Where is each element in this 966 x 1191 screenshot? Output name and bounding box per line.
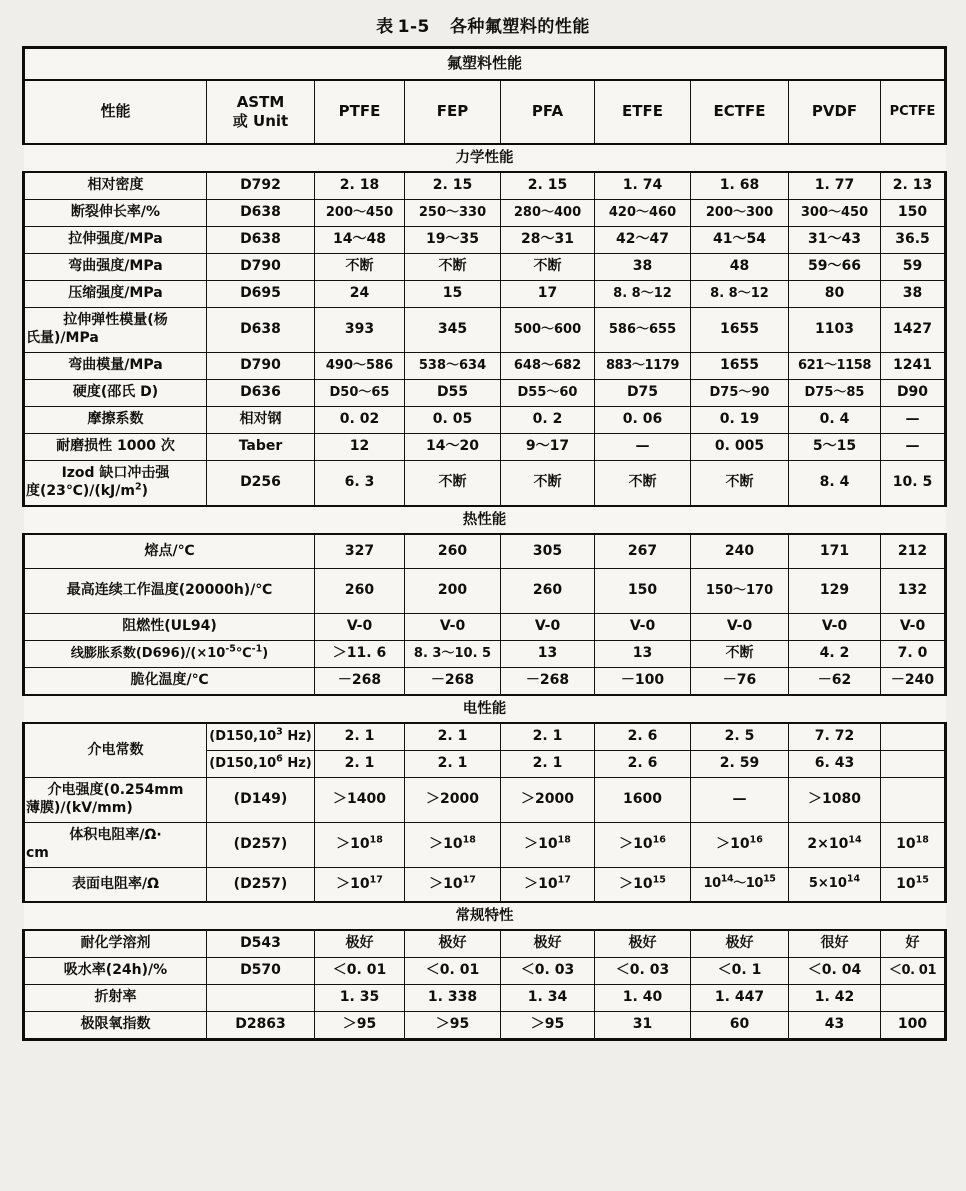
cell-fep: 不断 — [405, 461, 501, 507]
header-astm-line2: 或 Unit — [232, 112, 289, 130]
cell-ptfe: D50～65 — [315, 380, 405, 407]
cell-pvdf: 43 — [789, 1012, 881, 1040]
cell-pctfe: 36.5 — [881, 227, 946, 254]
table-row — [24, 823, 946, 868]
cell-ectfe: 60 — [691, 1012, 789, 1040]
cell-pctfe: 7. 0 — [881, 641, 946, 668]
row-astm: D636 — [207, 380, 315, 407]
cell-ectfe: 2. 59 — [691, 751, 789, 778]
cell-fep: －268 — [405, 668, 501, 696]
row-property — [24, 308, 207, 353]
cell-pvdf: 1103 — [789, 308, 881, 353]
cell-ptfe: ＞95 — [315, 1012, 405, 1040]
cell-fep: ＜0. 01 — [405, 958, 501, 985]
table-row — [24, 641, 946, 668]
cell-etfe: $>10^{16}$ — [595, 823, 691, 868]
cell-pfa: ＜0. 03 — [501, 958, 595, 985]
cell-etfe: 1600 — [595, 778, 691, 823]
table-title-prefix: 表 — [376, 17, 394, 37]
cell-ectfe: 1. 447 — [691, 985, 789, 1012]
row-property: 吸水率(24h)/% — [24, 958, 207, 985]
row-property: 极限氧指数 — [24, 1012, 207, 1040]
cell-pvdf: 129 — [789, 569, 881, 614]
cell-etfe: 883～1179 — [595, 353, 691, 380]
fluoroplastics-properties-table — [22, 46, 947, 1041]
cell-etfe: — — [595, 434, 691, 461]
cell-ptfe: 12 — [315, 434, 405, 461]
row-astm — [207, 985, 315, 1012]
cell-etfe: 420～460 — [595, 200, 691, 227]
cell-etfe: 42～47 — [595, 227, 691, 254]
cell-etfe: 0. 06 — [595, 407, 691, 434]
section-header-general — [24, 902, 946, 930]
cell-pctfe: $10^{15}$ — [881, 868, 946, 903]
header-property: 性能 — [24, 80, 207, 144]
table-row — [24, 569, 946, 614]
cell-etfe: D75 — [595, 380, 691, 407]
cell-etfe: 150 — [595, 569, 691, 614]
row-property: 拉伸强度/MPa — [24, 227, 207, 254]
row-property — [24, 823, 207, 868]
cell-fep: D55 — [405, 380, 501, 407]
cell-pfa: 9～17 — [501, 434, 595, 461]
row-astm: D638 — [207, 200, 315, 227]
cell-fep: 15 — [405, 281, 501, 308]
cell-ectfe: 240 — [691, 534, 789, 569]
table-title-text: 各种氟塑料的性能 — [449, 17, 590, 37]
cell-ectfe: 2. 5 — [691, 723, 789, 751]
cell-ectfe: 1. 68 — [691, 172, 789, 200]
table-row — [24, 461, 946, 507]
cell-etfe: 2. 6 — [595, 723, 691, 751]
cell-pctfe — [881, 723, 946, 751]
row-astm: (D257) — [207, 868, 315, 903]
cell-fep: 14～20 — [405, 434, 501, 461]
cell-pvdf: －62 — [789, 668, 881, 696]
cell-ptfe: 0. 02 — [315, 407, 405, 434]
row-property-line1: 体积电阻率/Ω· — [69, 827, 162, 844]
cell-pvdf: 300～450 — [789, 200, 881, 227]
cell-ectfe: — — [691, 778, 789, 823]
cell-pfa: ＞95 — [501, 1012, 595, 1040]
row-property: 弯曲模量/MPa — [24, 353, 207, 380]
row-astm: D792 — [207, 172, 315, 200]
cell-ptfe: ＞1400 — [315, 778, 405, 823]
cell-ptfe: 24 — [315, 281, 405, 308]
table-row — [24, 172, 946, 200]
table-row — [24, 668, 946, 696]
cell-pvdf: 1. 42 — [789, 985, 881, 1012]
section-label: 电性能 — [24, 695, 946, 723]
table-row — [24, 1012, 946, 1040]
cell-pfa: 极好 — [501, 930, 595, 958]
row-property-line1: 介电强度(0.254mm — [47, 782, 184, 799]
row-property: 表面电阻率/Ω — [24, 868, 207, 903]
cell-pctfe: 好 — [881, 930, 946, 958]
row-astm: 相对钢 — [207, 407, 315, 434]
table-row — [24, 614, 946, 641]
table-row — [24, 380, 946, 407]
cell-pfa: 28～31 — [501, 227, 595, 254]
cell-pfa: 不断 — [501, 254, 595, 281]
cell-fep: 200 — [405, 569, 501, 614]
cell-fep: 不断 — [405, 254, 501, 281]
cell-etfe: 13 — [595, 641, 691, 668]
cell-etfe: 267 — [595, 534, 691, 569]
cell-pvdf: 8. 4 — [789, 461, 881, 507]
cell-ectfe: $>10^{16}$ — [691, 823, 789, 868]
cell-pfa: D55～60 — [501, 380, 595, 407]
cell-pvdf: D75～85 — [789, 380, 881, 407]
row-property — [24, 461, 207, 507]
cell-pvdf: ＞1080 — [789, 778, 881, 823]
cell-pctfe — [881, 985, 946, 1012]
section-header-electrical — [24, 695, 946, 723]
cell-pvdf: $2\times 10^{14}$ — [789, 823, 881, 868]
cell-etfe: V-0 — [595, 614, 691, 641]
row-property-line2: 氏量)/MPa — [26, 330, 99, 346]
cell-pfa: 2. 15 — [501, 172, 595, 200]
cell-fep: 2. 1 — [405, 723, 501, 751]
row-property: 断裂伸长率/% — [24, 200, 207, 227]
header-row — [24, 80, 946, 144]
cell-ptfe: 极好 — [315, 930, 405, 958]
cell-ptfe: 1. 35 — [315, 985, 405, 1012]
cell-pfa: 648～682 — [501, 353, 595, 380]
cell-pfa: 280～400 — [501, 200, 595, 227]
table-row — [24, 434, 946, 461]
cell-pvdf: ＜0. 04 — [789, 958, 881, 985]
row-astm: (D150,10$^6$ Hz) — [207, 751, 315, 778]
table-row — [24, 281, 946, 308]
cell-ectfe: 不断 — [691, 461, 789, 507]
header-material-ectfe: ECTFE — [691, 80, 789, 144]
table-row — [24, 353, 946, 380]
cell-fep: 538～634 — [405, 353, 501, 380]
row-property: 压缩强度/MPa — [24, 281, 207, 308]
row-property: 线膨胀系数$(D696)/(\times 10^{-5}℃^{-1})$ — [24, 641, 315, 668]
cell-ptfe: V-0 — [315, 614, 405, 641]
header-material-etfe: ETFE — [595, 80, 691, 144]
cell-pfa: 305 — [501, 534, 595, 569]
row-property-line1: Izod 缺口冲击强 — [61, 465, 170, 482]
cell-pctfe — [881, 778, 946, 823]
cell-pctfe: 38 — [881, 281, 946, 308]
cell-pfa: 1. 34 — [501, 985, 595, 1012]
row-property: 相对密度 — [24, 172, 207, 200]
cell-fep: 2. 15 — [405, 172, 501, 200]
cell-pfa: ＞2000 — [501, 778, 595, 823]
cell-pctfe: — — [881, 434, 946, 461]
row-property: 耐磨损性 1000 次 — [24, 434, 207, 461]
cell-pctfe: ＜0. 01 — [881, 958, 946, 985]
table-row — [24, 254, 946, 281]
cell-ectfe: 41～54 — [691, 227, 789, 254]
cell-ptfe: 2. 1 — [315, 723, 405, 751]
row-astm: (D257) — [207, 823, 315, 868]
row-property: 脆化温度/℃ — [24, 668, 315, 696]
cell-ectfe: 1655 — [691, 308, 789, 353]
cell-pfa: 500～600 — [501, 308, 595, 353]
table-row — [24, 958, 946, 985]
row-property — [24, 778, 207, 823]
cell-pvdf: 4. 2 — [789, 641, 881, 668]
cell-etfe: ＜0. 03 — [595, 958, 691, 985]
cell-pfa: 2. 1 — [501, 751, 595, 778]
cell-pvdf: 31～43 — [789, 227, 881, 254]
header-astm-line1: ASTM — [236, 92, 285, 111]
cell-pctfe: — — [881, 407, 946, 434]
cell-pctfe: 150 — [881, 200, 946, 227]
row-astm: D790 — [207, 353, 315, 380]
banner-row — [24, 48, 946, 81]
cell-etfe: －100 — [595, 668, 691, 696]
cell-fep: 2. 1 — [405, 751, 501, 778]
cell-pfa: $>10^{18}$ — [501, 823, 595, 868]
cell-pctfe: －240 — [881, 668, 946, 696]
cell-etfe: 1. 74 — [595, 172, 691, 200]
cell-fep: 250～330 — [405, 200, 501, 227]
cell-etfe: 不断 — [595, 461, 691, 507]
cell-fep: ＞95 — [405, 1012, 501, 1040]
cell-ptfe: 14～48 — [315, 227, 405, 254]
cell-pvdf: 很好 — [789, 930, 881, 958]
cell-ectfe: 150～170 — [691, 569, 789, 614]
row-astm: D638 — [207, 227, 315, 254]
row-property-line1: 拉伸弹性模量(杨 — [63, 312, 168, 329]
row-property: 折射率 — [24, 985, 207, 1012]
cell-pctfe: 10. 5 — [881, 461, 946, 507]
row-property: 弯曲强度/MPa — [24, 254, 207, 281]
table-row — [24, 778, 946, 823]
cell-fep: 260 — [405, 534, 501, 569]
cell-pctfe: $10^{18}$ — [881, 823, 946, 868]
cell-ptfe: 不断 — [315, 254, 405, 281]
header-material-pfa: PFA — [501, 80, 595, 144]
cell-etfe: 2. 6 — [595, 751, 691, 778]
cell-pctfe: D90 — [881, 380, 946, 407]
header-material-pvdf: PVDF — [789, 80, 881, 144]
cell-fep: 19～35 — [405, 227, 501, 254]
row-property-line2: 薄膜)/(kV/mm) — [26, 800, 133, 816]
cell-pfa: 2. 1 — [501, 723, 595, 751]
cell-pctfe: 59 — [881, 254, 946, 281]
cell-ptfe: 2. 18 — [315, 172, 405, 200]
cell-ptfe: $>10^{17}$ — [315, 868, 405, 903]
row-astm: D695 — [207, 281, 315, 308]
header-material-pctfe: PCTFE — [881, 80, 946, 144]
cell-pfa: 0. 2 — [501, 407, 595, 434]
table-row — [24, 723, 946, 751]
row-astm: Taber — [207, 434, 315, 461]
row-astm: D638 — [207, 308, 315, 353]
row-astm: (D150,10$^3$ Hz) — [207, 723, 315, 751]
row-astm: D256 — [207, 461, 315, 507]
cell-ectfe: 0. 19 — [691, 407, 789, 434]
header-astm — [207, 80, 315, 144]
cell-fep: ＞2000 — [405, 778, 501, 823]
table-row — [24, 308, 946, 353]
row-property: 耐化学溶剂 — [24, 930, 207, 958]
cell-etfe: 38 — [595, 254, 691, 281]
cell-pvdf: 6. 43 — [789, 751, 881, 778]
section-label: 常规特性 — [24, 902, 946, 930]
cell-fep: $>10^{18}$ — [405, 823, 501, 868]
table-title — [22, 0, 944, 46]
table-row — [24, 227, 946, 254]
table-row — [24, 200, 946, 227]
cell-ectfe: 200～300 — [691, 200, 789, 227]
cell-etfe: 8. 8～12 — [595, 281, 691, 308]
cell-pctfe: 1427 — [881, 308, 946, 353]
cell-ptfe: ＜0. 01 — [315, 958, 405, 985]
cell-ectfe: $10^{14}\sim 10^{15}$ — [691, 868, 789, 903]
row-astm: (D149) — [207, 778, 315, 823]
section-label: 热性能 — [24, 506, 946, 534]
cell-ectfe: 不断 — [691, 641, 789, 668]
cell-etfe: 586～655 — [595, 308, 691, 353]
row-astm: D790 — [207, 254, 315, 281]
cell-pvdf: 621～1158 — [789, 353, 881, 380]
cell-pvdf: V-0 — [789, 614, 881, 641]
cell-ptfe: 327 — [315, 534, 405, 569]
section-header-thermal — [24, 506, 946, 534]
section-header-mechanical — [24, 144, 946, 172]
cell-ptfe: －268 — [315, 668, 405, 696]
header-material-fep: FEP — [405, 80, 501, 144]
cell-ptfe: 393 — [315, 308, 405, 353]
row-property: 阻燃性(UL94) — [24, 614, 315, 641]
cell-ectfe: V-0 — [691, 614, 789, 641]
banner-cell: 氟塑料性能 — [24, 48, 946, 81]
table-row — [24, 868, 946, 903]
cell-pfa: 13 — [501, 641, 595, 668]
cell-ectfe: －76 — [691, 668, 789, 696]
cell-fep: 极好 — [405, 930, 501, 958]
table-row — [24, 930, 946, 958]
cell-ectfe: 0. 005 — [691, 434, 789, 461]
cell-ptfe: 200～450 — [315, 200, 405, 227]
cell-pctfe: 212 — [881, 534, 946, 569]
cell-ectfe: 极好 — [691, 930, 789, 958]
cell-pvdf: 59～66 — [789, 254, 881, 281]
cell-pctfe: 2. 13 — [881, 172, 946, 200]
cell-pfa: $>10^{17}$ — [501, 868, 595, 903]
row-property: 介电常数 — [24, 723, 207, 778]
cell-etfe: 1. 40 — [595, 985, 691, 1012]
cell-ptfe: 490～586 — [315, 353, 405, 380]
cell-fep: 1. 338 — [405, 985, 501, 1012]
cell-ectfe: D75～90 — [691, 380, 789, 407]
cell-ptfe: 260 — [315, 569, 405, 614]
cell-pctfe: 100 — [881, 1012, 946, 1040]
cell-pfa: 260 — [501, 569, 595, 614]
cell-etfe: $>10^{15}$ — [595, 868, 691, 903]
row-astm: D570 — [207, 958, 315, 985]
section-label: 力学性能 — [24, 144, 946, 172]
cell-ectfe: 8. 8～12 — [691, 281, 789, 308]
row-property: 硬度(邵氏 D) — [24, 380, 207, 407]
cell-pfa: 17 — [501, 281, 595, 308]
cell-pvdf: 1. 77 — [789, 172, 881, 200]
cell-pctfe — [881, 751, 946, 778]
row-property: 熔点/℃ — [24, 534, 315, 569]
header-material-ptfe: PTFE — [315, 80, 405, 144]
cell-pvdf: 171 — [789, 534, 881, 569]
cell-ptfe: 2. 1 — [315, 751, 405, 778]
row-astm: D2863 — [207, 1012, 315, 1040]
cell-etfe: 极好 — [595, 930, 691, 958]
row-property-line2: 度$(23℃)/(kJ/m^2)$ — [26, 481, 148, 499]
table-row — [24, 985, 946, 1012]
cell-pvdf: 5～15 — [789, 434, 881, 461]
cell-pvdf: 0. 4 — [789, 407, 881, 434]
cell-ectfe: ＜0. 1 — [691, 958, 789, 985]
cell-fep: 8. 3～10. 5 — [405, 641, 501, 668]
cell-pvdf: 7. 72 — [789, 723, 881, 751]
cell-pctfe: V-0 — [881, 614, 946, 641]
cell-pvdf: 80 — [789, 281, 881, 308]
cell-pfa: 不断 — [501, 461, 595, 507]
cell-ectfe: 1655 — [691, 353, 789, 380]
table-title-number: 1-5 — [397, 17, 430, 37]
table-row — [24, 407, 946, 434]
cell-pfa: V-0 — [501, 614, 595, 641]
cell-ptfe: $>10^{18}$ — [315, 823, 405, 868]
cell-ectfe: 48 — [691, 254, 789, 281]
cell-fep: V-0 — [405, 614, 501, 641]
cell-etfe: 31 — [595, 1012, 691, 1040]
row-property: 最高连续工作温度(20000h)/℃ — [24, 569, 315, 614]
row-property-line2: cm — [26, 845, 49, 861]
table-row — [24, 534, 946, 569]
cell-fep: $>10^{17}$ — [405, 868, 501, 903]
row-property: 摩擦系数 — [24, 407, 207, 434]
table-body — [24, 48, 946, 1040]
cell-ptfe: 6. 3 — [315, 461, 405, 507]
cell-fep: 345 — [405, 308, 501, 353]
row-astm: D543 — [207, 930, 315, 958]
cell-pfa: －268 — [501, 668, 595, 696]
cell-ptfe: ＞11. 6 — [315, 641, 405, 668]
cell-pctfe: 1241 — [881, 353, 946, 380]
cell-fep: 0. 05 — [405, 407, 501, 434]
cell-pvdf: $5\times 10^{14}$ — [789, 868, 881, 903]
cell-pctfe: 132 — [881, 569, 946, 614]
